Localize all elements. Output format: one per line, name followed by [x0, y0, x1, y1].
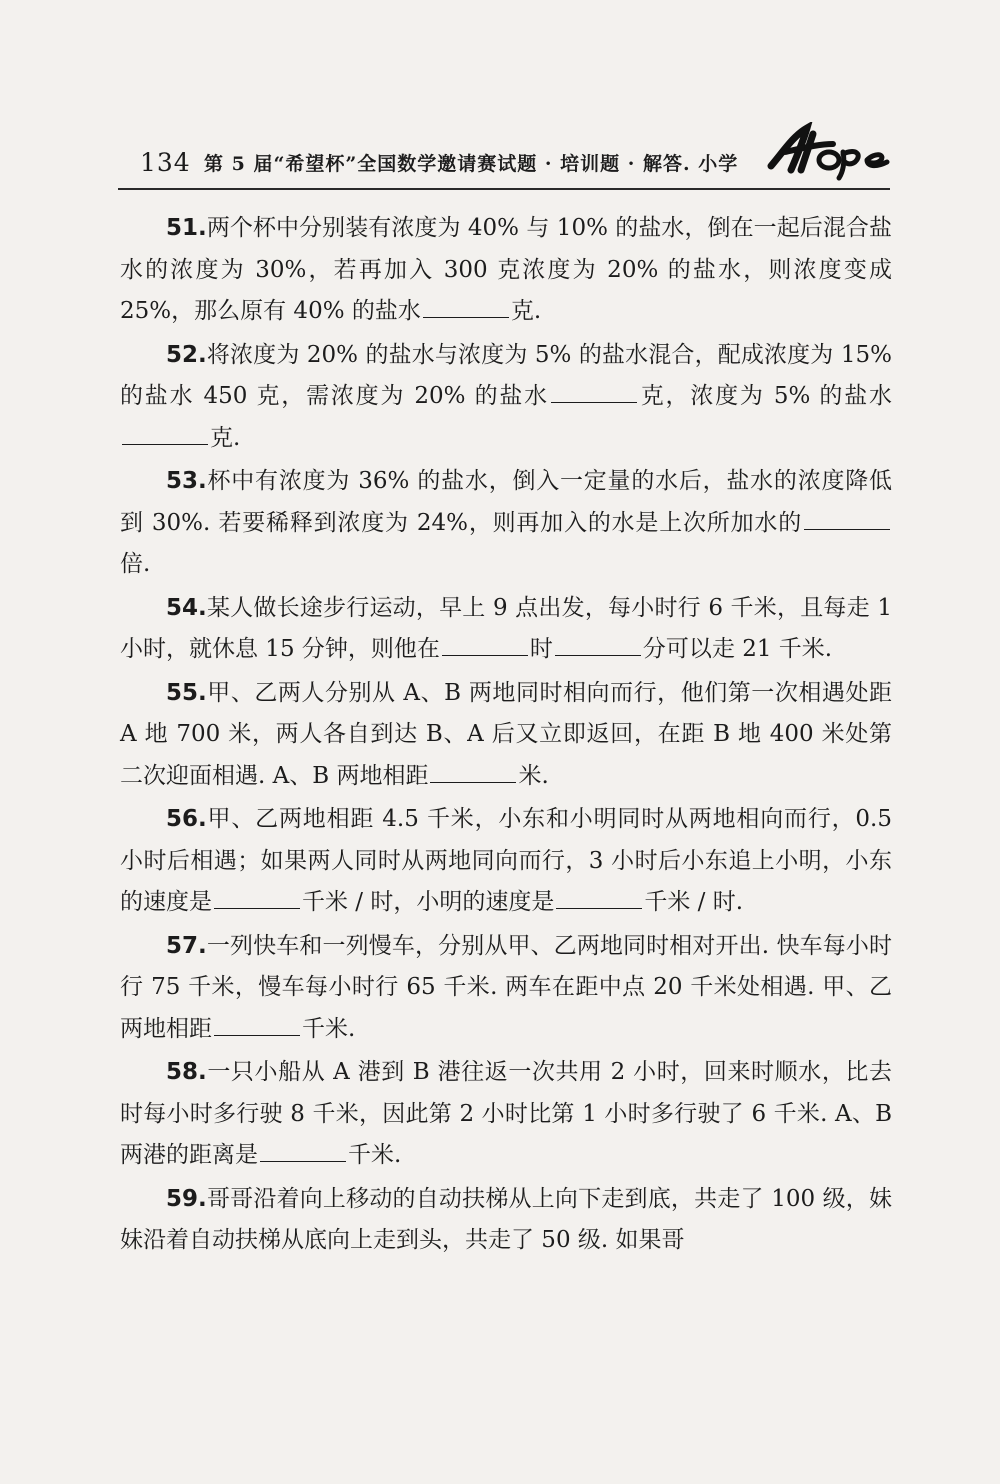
answer-blank: [442, 632, 528, 656]
problem-59: [120, 1179, 892, 1262]
problem-text: 克.: [510, 298, 542, 324]
problem-text: 一列快车和一列慢车，分别从甲、乙两地同时相对开出. 快车每小时行 75 千米，慢车每小时行 65 千米. 两车在距中点 20 千米处相遇. 甲、乙两地相距: [120, 932, 892, 1042]
problem-52: [120, 335, 892, 460]
problem-text: 甲、乙两地相距 4.5 千米，小东和小明同时从两地相向而行，0.5 小时后相遇；如果两人同时从两地同向而行，3 小时后小东追上小明，小东的速度是: [120, 806, 892, 915]
problem-number: 59.: [166, 1185, 207, 1212]
problem-number: 56.: [166, 806, 207, 832]
answer-blank: [122, 421, 208, 445]
problem-58: [120, 1052, 892, 1177]
answer-blank: [555, 632, 641, 656]
problem-text: 两个杯中分别装有浓度为 40% 与 10% 的盐水，倒在一起后混合盐水的浓度为 30%，若再加入 300 克浓度为 20% 的盐水，则浓度变成 25%，那么原有 40% 的盐水: [120, 215, 892, 324]
answer-blank: [556, 885, 642, 909]
problem-number: 52.: [166, 341, 207, 368]
problem-number: 51.: [166, 215, 207, 241]
answer-blank: [214, 885, 300, 909]
running-title: 第 5 届“希望杯”全国数学邀请赛试题 · 培训题 · 解答. 小学: [204, 153, 739, 175]
problem-text: 一只小船从 A 港到 B 港往返一次共用 2 小时，回来时顺水，比去时每小时多行驶 8 千米，因此第 2 小时比第 1 小时多行驶了 6 千米. A、B 两港的距离是: [120, 1059, 892, 1168]
answer-blank: [260, 1138, 346, 1162]
answer-blank: [423, 294, 509, 318]
problem-text: 杯中有浓度为 36% 的盐水，倒入一定量的水后，盐水的浓度降低到 30%. 若要稀释到浓度为 24%，则再加入的水是上次所加水的: [120, 468, 892, 536]
problem-54: [120, 588, 892, 671]
problem-text: 时: [529, 636, 553, 662]
problem-text: 克，浓度为 5% 的盐水: [638, 383, 892, 409]
problem-number: 58.: [166, 1059, 207, 1085]
problem-text: 某人做长途步行运动，早上 9 点出发，每小时行 6 千米，且每走 1 小时，就休息 15 分钟，则他在: [120, 594, 892, 662]
header-rule: [118, 188, 890, 190]
problem-text: 甲、乙两人分别从 A、B 两地同时相向而行，他们第一次相遇处距 A 地 700 米，两人各自到达 B、A 后又立即返回，在距 B 地 400 米处第二次迎面相遇. A、B 两地相距: [120, 679, 892, 789]
problem-number: 55.: [166, 679, 207, 706]
problem-text: 千米.: [348, 1142, 402, 1168]
problem-53: [120, 461, 892, 586]
problem-text: 米.: [518, 762, 549, 789]
problem-text: 克.: [210, 424, 241, 451]
page-number: 134: [140, 148, 191, 177]
problem-55: [120, 673, 892, 798]
problem-57: [120, 926, 892, 1051]
page-header: [118, 118, 890, 190]
problem-number: 53.: [166, 468, 207, 494]
problem-number: 54.: [166, 594, 207, 621]
problem-text: 千米 / 时.: [644, 889, 744, 915]
problem-51: [120, 208, 892, 333]
problem-text: 哥哥沿着向上移动的自动扶梯从上向下走到底，共走了 100 级，妹妹沿着自动扶梯从底向上走到头，共走了 50 级. 如果哥: [120, 1185, 892, 1253]
problem-list: [120, 208, 892, 1264]
problem-56: [120, 799, 892, 924]
problem-text: 将浓度为 20% 的盐水与浓度为 5% 的盐水混合，配成浓度为 15% 的盐水 450 克，需浓度为 20% 的盐水: [120, 341, 892, 409]
problem-text: 千米 / 时，小明的速度是: [302, 889, 555, 915]
answer-blank: [804, 506, 890, 530]
problem-text: 倍.: [120, 551, 151, 577]
hope-logo-icon: [763, 122, 891, 184]
problem-text: 分可以走 21 千米.: [642, 636, 833, 662]
problem-text: 千米.: [302, 1015, 356, 1042]
answer-blank: [214, 1012, 300, 1036]
problem-number: 57.: [166, 932, 207, 959]
answer-blank: [551, 379, 637, 403]
answer-blank: [430, 759, 516, 783]
